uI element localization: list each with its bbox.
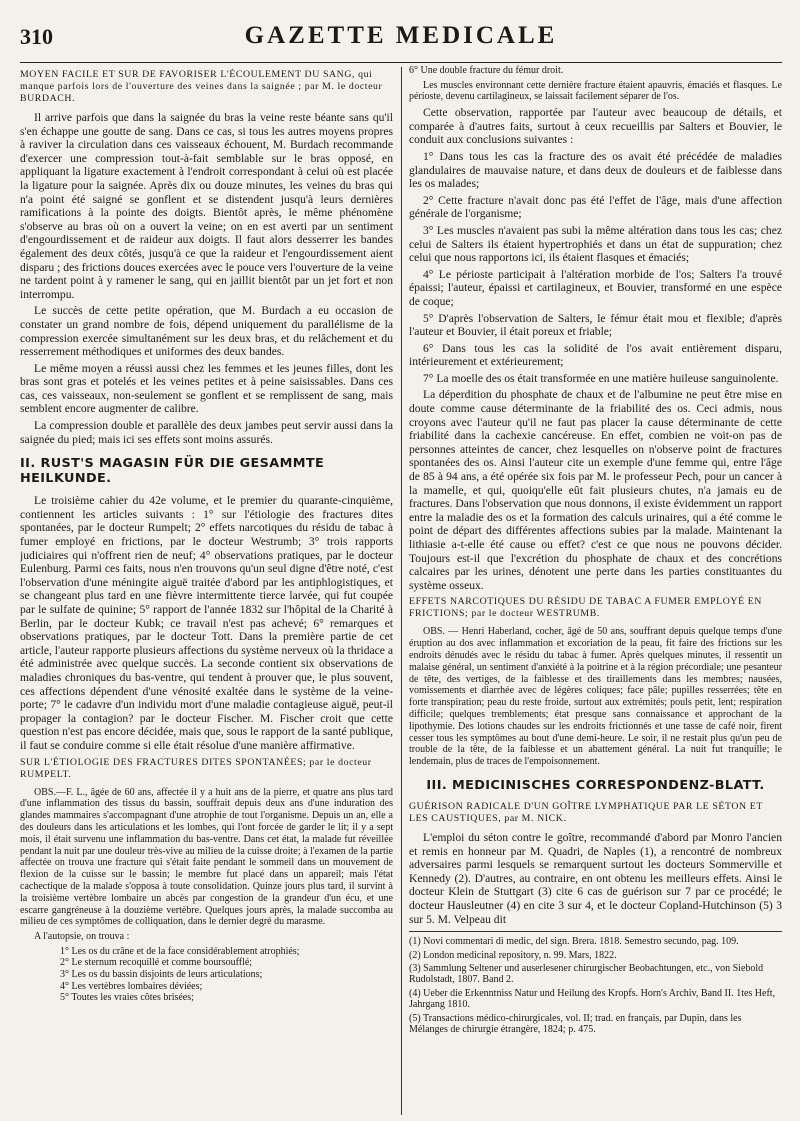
list-item: 1° Les os du crâne et de la face considérablement atrophiés; [60,945,300,957]
list-item: 2° Le sternum recoquillé et comme boursoufflé; [60,957,253,969]
column-divider [401,67,402,1115]
conclusion-item: 5° D'après l'observation de Salters, le fémur était mou et flexible; d'après l'auteur et Bouvier, il était poreux et friable; [409,311,782,339]
autopsy-findings-list [20,946,393,1004]
rumpelt-article-heading: SUR L'ÉTIOLOGIE DES FRACTURES DITES SPONTANÉES; par le docteur RUMPELT. [20,756,372,780]
conclusions-intro: Cette observation, rapportée par l'auteur avec beaucoup de détails, et comparée à d'autres faits, surtout à ceux recueillis par Salters et Bouvier, le conduit aux conclusions suivantes : [409,106,782,147]
rust-magasin-section-title: II. RUST'S MAGASIN FÜR DIE GESAMMTE HEILKUNDE. [20,456,325,487]
phosphate-discussion: La déperdition du phosphate de chaux et de l'albumine ne peut être mise en doute comme cause déterminante de la friabilité des os. Ceci admis, nous croyons avec l'auteur qu'il ne faut pas placer la cause déterminante de cette friabilité dans la cachexie cancéreuse. En effet, combien ne voit-on pas de personnes atteintes de cancer, chez lesquelles on n'observe point de fractures spontanées des os. Ainsi l'auteur cite un exemple d'une femme qui, entre l'âge de 85 à 94 ans, a été opérée six fois par M. le professeur Pech, pour un cancer à la mamelle, et qui, quoiqu'elle eût fait plusieurs chutes, n'a jamais eu de fractures. Dans l'observation que nous donnons, il existe évidemment un rapport entre la maladie des os et la formation des calculs urinaires, qui a été comme le point de départ des différentes affections subies par la malade. Maintenant la lithiasie a-t-elle été cause ou effet? c'est ce que nous ne pouvons décider. Toujours est-il que l'excrétion du phosphate de chaux et des concrétions calcaires par les urines, dénotent une perte dans les parties constituantes du système osseux. [409,388,782,592]
correspondenz-blatt-section-title: III. MEDICINISCHES CORRESPONDENZ-BLATT. [426,777,765,793]
list-item: 5° Toutes les vraies côtes brisées; [60,992,194,1004]
page-number: 310 [20,24,53,49]
footnote-5: (5) Transactions médico-chirurgicales, vol. II; trad. en français, par Dupin, dans les Mélanges de chirurgie étrangère, 1824; p. 475. [409,1012,742,1035]
footnote-4: (4) Ueber die Erkenntniss Natur und Heilung des Kropfs. Horn's Archiv, Band II. 1tes Heft, Jahrgang 1810. [409,987,776,1011]
westrumb-observation: OBS. — Henri Haberland, cocher, âgé de 50 ans, souffrant depuis quelque temps d'une éruption au dos avec inflammation et excoriation de la peau, fit faire des frictions sur les endroits dénudés avec le résidu du tabac à fumer. Après quelques minutes, il ressentit un malaise général, un sentiment d'anxiété à la poitrine et à la région précordiale; une pesanteur de tête, des vertiges, de la faiblesse et des tiraillements dans les membres; nausées, vomissements et diarrhée avec de légères coliques; face pâle; pupilles resserrées; tête en forte transpiration; peau du reste froide, surtout aux extrémités; pouls petit, lent; respiration difficile; quelques tremblements; état presque sans connaissance et approchant de la lipothymie. Des lotions chaudes sur les endroits frictionnés et une tasse de café noir, firent cesser tous les symptômes au bout d'une demi-heure. Le soir, il ne restait plus qu'un peu de trouble de la tête, de la faiblesse et un abattement général. La nuit fut tranquille; le lendemain, plus de traces de l'empoisonnement. [409,626,782,768]
seton-paragraph: L'emploi du séton contre le goître, recommandé d'abord par Monro l'ancien et remis en honneur par M. Quadri, de Naples (1), a rencontré de nombreux adversaires parmi lesquels se remarquent surtout les docteurs Sommerville et Kennedy (2). D'autres, au contraire, en ont obtenu les meilleurs effets. Ainsi le docteur Klein de Stuttgart (3) cite 6 cas de guérison sur 7 par ce procédé; le docteur Hausleutner (4) en cite 3 sur 4, et le docteur Copland-Hutchinson (5) 3 sur 5. M. Velpeau dit [409,830,782,926]
autopsy-findings-continued [409,65,782,77]
header-rule [20,62,782,63]
burdach-paragraph-3: Le même moyen a réussi aussi chez les femmes et les jeunes filles, dont les bras sont gras et potelés et les veines petites et à peine saisissables. Dans ces cas, ces vaisseaux, non-seulement se gonflent et se remplissent de sang, mais semblent encore augmenter de calibre. [20,361,393,416]
conclusion-item: 2° Cette fracture n'avait donc pas été l'effet de l'âge, mais d'une affection générale de l'organisme; [409,193,782,221]
autopsy-intro: A l'autopsie, on trouva : [34,931,130,943]
list-item: 4° Les vertèbres lombaires déviées; [60,980,203,992]
rumpelt-observation: OBS.—F. L., âgée de 60 ans, affectée il y a huit ans de la pierre, et quatre ans plus tard d'une inflammation des tissus du bassin, souffrait depuis deux ans d'une induration des glandes mammaires s'accompagnant d'une atrophie de tout l'organisme. Depuis un an, elle a des douleurs dans les articulations et les lombes, qui l'ont forcée de garder le lit; il y a sept mois, il était survenu une inflammation du bas-ventre. Dans cet état, la malade fut réveillée pendant la nuit par une douleur très-vive au milieu de la cuisse droite; à l'examen de la partie affectée on trouva une fracture qui s'était faite pendant le sommeil dans un mouvement de flexion de la cuisse sur le bassin; le membre fut placé dans un appareil; mais l'état cachectique de la malade s'opposa à toute consolidation. Quinze jours plus tard, il survint à la troisième vertèbre lombaire un abcès par congestion de la grandeur d'un écu, et une escarre gangréneuse à la douzième vertèbre. Quelques jours après, la malade succomba au milieu de ces symptômes de colliquation, dans le dernier degré du marasme. [20,786,393,928]
left-column [20,65,393,1115]
conclusion-item: 6° Dans tous les cas la solidité de l'os avait entièrement disparu, intérieurement et extérieurement; [409,341,782,369]
footnote-rule [409,931,782,932]
footnote-1: (1) Novi commentari di medic, del sign. Brera. 1818. Semestro secundo, pag. 109. [409,936,739,948]
rust-summary-paragraph: Le troisième cahier du 42e volume, et le premier du quarante-cinquième, contiennent les articles suivants : 1° sur l'étiologie des fractures dites spontanées, par le docteur Rumpelt; 2° effets narcotiques du résidu de tabac à fumer employé en frictions, par le docteur Westrumb; 3° trois rapports judiciaires qui n'offrent rien de neuf; 4° observations pratiques, par le docteur Eulenburg. Parmi ces faits, nous n'en trouvons qu'un seul digne d'être noté, c'est l'observation d'une méningite aiguë traitée d'abord par les antiphlogistiques, et se changeant plus tard en une fièvre intermittente tierce larvée, qui fut coupée par le sulfate de quinine; 5° rapport de l'année 1832 sur l'hôpital de la Charité à Berlin, par le docteur Kubk; ce travail n'est pas achevé; 6° remarques et observations pratiques, par le docteur Tott. Dans la première partie de cet article, l'auteur rapporte plusieurs affections du système nerveux où la thridace a été administrée avec quelque succès. La seconde contient six observations de maladies chroniques du bas-ventre, qui tendent à prouver que, le plus souvent, ces affections dépendent d'une vénosité exaltée dans le système de la veine-porte; 7° le cadavre d'un individu mort d'une maladie contagieuse aiguë, peut-il propager la contagion? par le docteur Fischer. M. Fischer croit que cette question n'est pas encore décidée, mais que, sous le rapport de la santé publique, il faut se conduire comme si elle était résolue d'une manière affirmative. [20,494,393,752]
burdach-paragraph-2: Le succès de cette petite opération, que M. Burdach a eu occasion de constater un grand nombre de fois, dépend uniquement du parallélisme de la compression exercée simultanément sur les deux bras, et du relâchement et du resserrement méthodiques et uniformes des deux bandes. [20,304,393,359]
page-header [20,22,782,56]
running-title: GAZETTE MEDICALE [244,22,558,49]
burdach-paragraph-4: La compression double et parallèle des deux jambes peut servir aussi dans la saignée du pied; mais ici ses effets sont moins assurés. [20,419,393,446]
two-column-body [20,65,782,1115]
muscles-paragraph: Les muscles environnant cette dernière fracture étaient apauvris, émaciés et flasques. Le périoste, devenu cartilagineux, se laissait facilement séparer de l'os. [409,79,782,103]
nick-article-heading: GUÉRISON RADICALE D'UN GOÎTRE LYMPHATIQUE PAR LE SÉTON ET LES CAUSTIQUES, par M. NICK. [409,800,763,824]
westrumb-article-heading: EFFETS NARCOTIQUES DU RÉSIDU DE TABAC A FUMER EMPLOYÉ EN FRICTIONS; par le docteur WESTRUMB. [409,596,762,620]
list-item: 6° Une double fracture du fémur droit. [409,65,564,76]
footnote-2: (2) London medicinal repository, n. 99. Mars, 1822. [409,949,617,961]
conclusion-item: 3° Les muscles n'avaient pas subi la même altération dans tous les cas; chez celui de Salters ils étaient hypertrophiés et dans un état de suppuration; chez celui que nous rapportons ici, ils étaient flasques et émaciés; [409,223,782,265]
burdach-article-heading: MOYEN FACILE ET SUR DE FAVORISER L'ÉCOULEMENT DU SANG, qui manque parfois lors de l'ouverture des veines dans la saignée ; par M. le docteur BURDACH. [20,69,383,104]
list-item: 3° Les os du bassin disjoints de leurs articulations; [60,969,263,981]
conclusion-item: 1° Dans tous les cas la fracture des os avait été précédée de maladies glandulaires de mauvaise nature, et dans deux de douleurs et de faiblesse dans les os malades; [409,149,782,191]
conclusion-item: 4° Le périoste participait à l'altération morbide de l'os; Salters l'a trouvé épaissi; l'auteur, épaissi et cartilagineux, et Bouvier, transformé en une espèce de coque; [409,267,782,308]
burdach-paragraph-1: Il arrive parfois que dans la saignée du bras la veine reste béante sans qu'il s'en échappe une goutte de sang. Dans ce cas, si tous les autres moyens propres à raviver la circulation dans ces vaisseaux échouent, M. Burdach recommande d'exercer une compression tout-à-fait semblable sur le bras opposé, en appliquant la ligature exactement à l'endroit correspondant à celui où est placée la ligature pour la saignée. Après dix ou douze minutes, les veines du bras qui n'a point été saigné se gonflent et se distendent jusqu'à leurs dernières ramifications à la pointe des doigts. Bientôt après, le même phénomène s'observe au bras où on a ouvert la veine; on en est averti par un sentiment d'engourdissement et de raideur aux doigts. Il faut alors desserrer les bandes également des deux côtés, jusqu'à ce que la raideur et l'engourdissement aient disparu ; des frictions douces exercées avec le pouce vers l'ouverture de la veine ne tardent point à y ramener le sang, qui en jaillit bientôt par un jet fort et non interrompu. [20,111,393,301]
footnote-3: (3) Sammlung Seltener und auserlesener chirurgischer Beobachtungen, etc., von Siebold Rudolstadt, 1807. Band 2. [409,962,764,986]
conclusion-item: 7° La moelle des os était transformée en une matière huileuse sanguinolente. [423,371,779,385]
right-column [409,65,782,1115]
